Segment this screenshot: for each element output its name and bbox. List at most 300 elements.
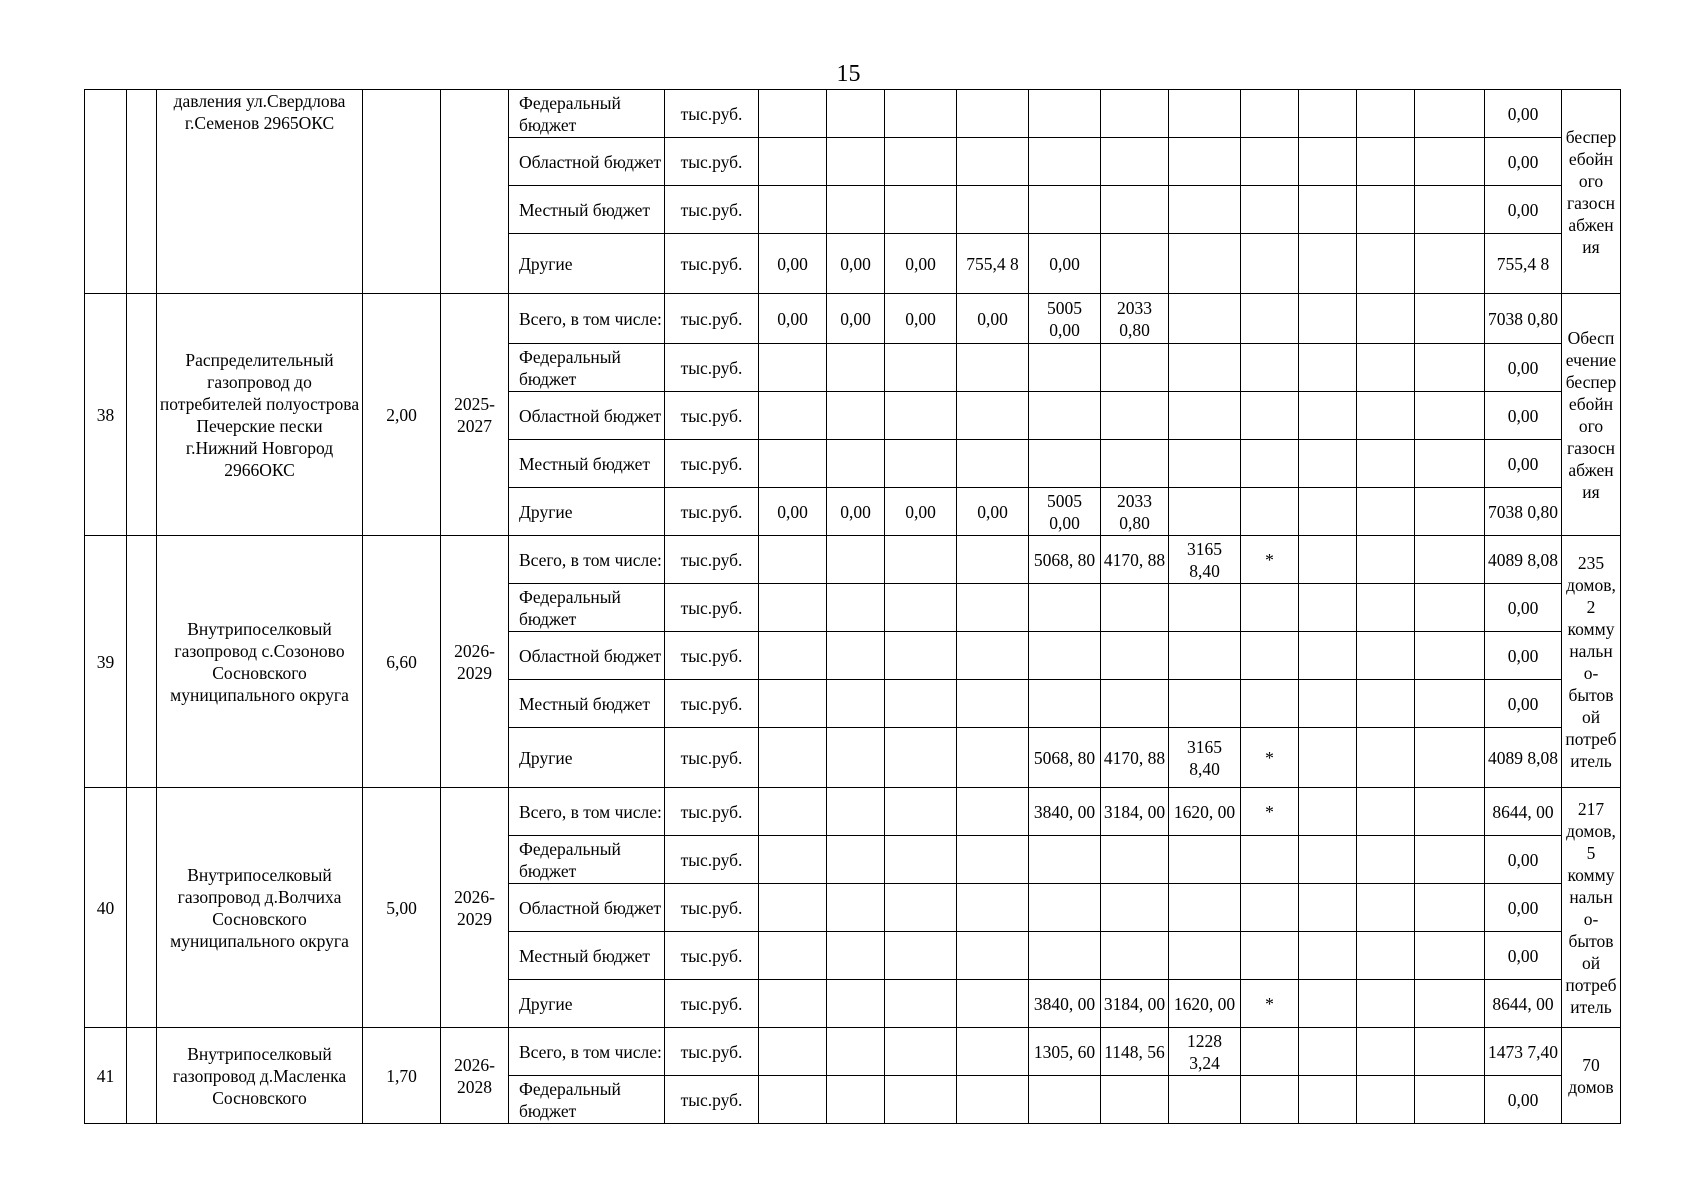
project-length bbox=[363, 90, 441, 294]
unit-cell: тыс.руб. bbox=[665, 294, 759, 344]
year-value-cell bbox=[827, 680, 885, 728]
table-row bbox=[85, 1028, 1621, 1076]
year-value-cell bbox=[1169, 344, 1241, 392]
year-value-cell bbox=[1241, 138, 1299, 186]
year-value-cell bbox=[1169, 488, 1241, 536]
year-value-cell bbox=[1241, 584, 1299, 632]
year-value-cell bbox=[957, 1076, 1029, 1124]
year-value-cell: 3165 8,40 bbox=[1169, 728, 1241, 788]
unit-cell: тыс.руб. bbox=[665, 234, 759, 294]
year-value-cell bbox=[759, 932, 827, 980]
year-value-cell bbox=[1299, 488, 1357, 536]
year-value-cell bbox=[957, 536, 1029, 584]
unit-cell: тыс.руб. bbox=[665, 90, 759, 138]
row-total-cell: 0,00 bbox=[1485, 440, 1562, 488]
year-value-cell bbox=[827, 186, 885, 234]
year-value-cell bbox=[827, 392, 885, 440]
year-value-cell bbox=[1357, 980, 1415, 1028]
funding-source: Федеральный бюджет bbox=[509, 1076, 665, 1124]
year-value-cell bbox=[1299, 536, 1357, 584]
year-value-cell bbox=[1169, 932, 1241, 980]
funding-source: Федеральный бюджет bbox=[509, 90, 665, 138]
year-value-cell bbox=[1241, 1028, 1299, 1076]
year-value-cell bbox=[957, 980, 1029, 1028]
unit-cell: тыс.руб. bbox=[665, 632, 759, 680]
year-value-cell bbox=[1241, 440, 1299, 488]
year-value-cell bbox=[885, 680, 957, 728]
year-value-cell bbox=[1101, 440, 1169, 488]
year-value-cell bbox=[827, 980, 885, 1028]
year-value-cell bbox=[827, 836, 885, 884]
table-row bbox=[85, 294, 1621, 344]
project-number: 41 bbox=[85, 1028, 127, 1124]
year-value-cell bbox=[827, 932, 885, 980]
year-value-cell: 0,00 bbox=[759, 234, 827, 294]
year-value-cell bbox=[827, 584, 885, 632]
year-value-cell bbox=[1357, 186, 1415, 234]
expected-result: 70 домов bbox=[1562, 1028, 1621, 1124]
year-value-cell bbox=[827, 632, 885, 680]
year-value-cell bbox=[957, 680, 1029, 728]
project-period: 2026- 2029 bbox=[441, 788, 509, 1028]
year-value-cell bbox=[1241, 884, 1299, 932]
year-value-cell bbox=[1101, 932, 1169, 980]
year-value-cell bbox=[1029, 138, 1101, 186]
unit-cell: тыс.руб. bbox=[665, 680, 759, 728]
year-value-cell bbox=[885, 584, 957, 632]
funding-source: Всего, в том числе: bbox=[509, 536, 665, 584]
unit-cell: тыс.руб. bbox=[665, 392, 759, 440]
year-value-cell bbox=[957, 584, 1029, 632]
year-value-cell: 0,00 bbox=[885, 234, 957, 294]
year-value-cell bbox=[1169, 884, 1241, 932]
unit-cell: тыс.руб. bbox=[665, 1028, 759, 1076]
unit-cell: тыс.руб. bbox=[665, 186, 759, 234]
project-number bbox=[85, 90, 127, 294]
unit-cell: тыс.руб. bbox=[665, 788, 759, 836]
year-value-cell: 5005 0,00 bbox=[1029, 294, 1101, 344]
year-value-cell bbox=[1169, 584, 1241, 632]
year-value-cell bbox=[759, 680, 827, 728]
year-value-cell: 0,00 bbox=[885, 294, 957, 344]
year-value-cell bbox=[827, 884, 885, 932]
year-value-cell bbox=[1101, 1076, 1169, 1124]
year-value-cell bbox=[1241, 294, 1299, 344]
table-row bbox=[85, 536, 1621, 584]
year-value-cell bbox=[827, 1028, 885, 1076]
row-total-cell: 0,00 bbox=[1485, 884, 1562, 932]
page-number: 15 bbox=[836, 61, 861, 87]
year-value-cell bbox=[1299, 632, 1357, 680]
row-total-cell: 4089 8,08 bbox=[1485, 536, 1562, 584]
year-value-cell: 3184, 00 bbox=[1101, 980, 1169, 1028]
year-value-cell: 0,00 bbox=[957, 294, 1029, 344]
year-value-cell bbox=[1357, 488, 1415, 536]
year-value-cell bbox=[957, 632, 1029, 680]
year-value-cell: 3840, 00 bbox=[1029, 980, 1101, 1028]
year-value-cell: 1228 3,24 bbox=[1169, 1028, 1241, 1076]
row-total-cell: 0,00 bbox=[1485, 392, 1562, 440]
year-value-cell bbox=[1241, 344, 1299, 392]
expected-result: 217 домов, 5 комму нальн о- бытов ой потреб итель bbox=[1562, 788, 1621, 1028]
year-value-cell: 3184, 00 bbox=[1101, 788, 1169, 836]
year-value-cell bbox=[759, 440, 827, 488]
empty-cell bbox=[127, 294, 157, 536]
row-total-cell: 0,00 bbox=[1485, 680, 1562, 728]
year-value-cell: 3840, 00 bbox=[1029, 788, 1101, 836]
year-value-cell bbox=[759, 536, 827, 584]
year-value-cell bbox=[1357, 1076, 1415, 1124]
year-value-cell bbox=[1241, 234, 1299, 294]
funding-source: Федеральный бюджет bbox=[509, 344, 665, 392]
year-value-cell bbox=[1029, 884, 1101, 932]
year-value-cell: 0,00 bbox=[957, 488, 1029, 536]
year-value-cell bbox=[1241, 488, 1299, 536]
year-value-cell bbox=[1357, 884, 1415, 932]
expected-result: 235 домов, 2 комму нальн о- бытов ой потреб итель bbox=[1562, 536, 1621, 788]
year-value-cell bbox=[1415, 536, 1485, 584]
unit-cell: тыс.руб. bbox=[665, 932, 759, 980]
year-value-cell: 1620, 00 bbox=[1169, 788, 1241, 836]
year-value-cell bbox=[1029, 392, 1101, 440]
year-value-cell bbox=[1169, 1076, 1241, 1124]
project-period: 2026- 2028 bbox=[441, 1028, 509, 1124]
project-period: 2026- 2029 bbox=[441, 536, 509, 788]
year-value-cell bbox=[885, 884, 957, 932]
year-value-cell bbox=[1415, 584, 1485, 632]
year-value-cell bbox=[759, 836, 827, 884]
year-value-cell bbox=[1029, 836, 1101, 884]
year-value-cell bbox=[1415, 932, 1485, 980]
row-total-cell: 0,00 bbox=[1485, 344, 1562, 392]
year-value-cell bbox=[885, 728, 957, 788]
project-name: Внутрипоселковый газопровод д.Масленка Сосновского bbox=[157, 1028, 363, 1124]
empty-cell bbox=[127, 90, 157, 294]
table-row bbox=[85, 90, 1621, 138]
year-value-cell: 1305, 60 bbox=[1029, 1028, 1101, 1076]
year-value-cell: 0,00 bbox=[1029, 234, 1101, 294]
row-total-cell: 0,00 bbox=[1485, 584, 1562, 632]
year-value-cell bbox=[1415, 788, 1485, 836]
row-total-cell: 0,00 bbox=[1485, 1076, 1562, 1124]
unit-cell: тыс.руб. bbox=[665, 488, 759, 536]
year-value-cell bbox=[759, 884, 827, 932]
unit-cell: тыс.руб. bbox=[665, 980, 759, 1028]
year-value-cell bbox=[1101, 344, 1169, 392]
year-value-cell bbox=[957, 728, 1029, 788]
unit-cell: тыс.руб. bbox=[665, 138, 759, 186]
year-value-cell bbox=[1241, 186, 1299, 234]
year-value-cell bbox=[759, 138, 827, 186]
year-value-cell bbox=[759, 90, 827, 138]
year-value-cell bbox=[1241, 932, 1299, 980]
funding-source: Другие bbox=[509, 488, 665, 536]
year-value-cell bbox=[1415, 392, 1485, 440]
year-value-cell bbox=[1169, 294, 1241, 344]
project-number: 39 bbox=[85, 536, 127, 788]
year-value-cell bbox=[759, 1076, 827, 1124]
year-value-cell bbox=[827, 90, 885, 138]
year-value-cell bbox=[1299, 1076, 1357, 1124]
year-value-cell bbox=[1357, 836, 1415, 884]
year-value-cell bbox=[1101, 680, 1169, 728]
year-value-cell bbox=[1357, 392, 1415, 440]
year-value-cell bbox=[1029, 440, 1101, 488]
year-value-cell bbox=[1029, 90, 1101, 138]
funding-source: Областной бюджет bbox=[509, 392, 665, 440]
year-value-cell bbox=[885, 90, 957, 138]
year-value-cell bbox=[1415, 884, 1485, 932]
project-length: 2,00 bbox=[363, 294, 441, 536]
year-value-cell bbox=[1101, 632, 1169, 680]
row-total-cell: 0,00 bbox=[1485, 90, 1562, 138]
year-value-cell bbox=[1357, 536, 1415, 584]
expected-result: беспер ебойн ого газосн абжен ия bbox=[1562, 90, 1621, 294]
funding-source: Другие bbox=[509, 980, 665, 1028]
year-value-cell bbox=[1357, 138, 1415, 186]
row-total-cell: 7038 0,80 bbox=[1485, 294, 1562, 344]
year-value-cell bbox=[759, 186, 827, 234]
year-value-cell bbox=[827, 138, 885, 186]
row-total-cell: 0,00 bbox=[1485, 186, 1562, 234]
year-value-cell bbox=[827, 536, 885, 584]
year-value-cell: * bbox=[1241, 728, 1299, 788]
year-value-cell bbox=[1029, 680, 1101, 728]
year-value-cell bbox=[1357, 632, 1415, 680]
year-value-cell bbox=[1101, 90, 1169, 138]
empty-cell bbox=[127, 1028, 157, 1124]
year-value-cell bbox=[1415, 294, 1485, 344]
year-value-cell bbox=[957, 1028, 1029, 1076]
year-value-cell bbox=[1241, 90, 1299, 138]
year-value-cell bbox=[1299, 440, 1357, 488]
year-value-cell bbox=[885, 186, 957, 234]
year-value-cell bbox=[1357, 788, 1415, 836]
expected-result: Обесп ечение беспер ебойн ого газосн абжен ия bbox=[1562, 294, 1621, 536]
year-value-cell bbox=[1169, 138, 1241, 186]
year-value-cell bbox=[885, 932, 957, 980]
year-value-cell bbox=[1029, 584, 1101, 632]
year-value-cell bbox=[957, 440, 1029, 488]
year-value-cell bbox=[827, 440, 885, 488]
year-value-cell bbox=[1169, 836, 1241, 884]
year-value-cell bbox=[1169, 234, 1241, 294]
funding-source: Областной бюджет bbox=[509, 632, 665, 680]
year-value-cell bbox=[885, 980, 957, 1028]
project-name: давления ул.Свердлова г.Семенов 2965ОКС bbox=[157, 90, 363, 294]
project-length: 5,00 bbox=[363, 788, 441, 1028]
year-value-cell bbox=[1415, 632, 1485, 680]
year-value-cell: 1620, 00 bbox=[1169, 980, 1241, 1028]
year-value-cell bbox=[759, 728, 827, 788]
row-total-cell: 8644, 00 bbox=[1485, 980, 1562, 1028]
year-value-cell bbox=[1241, 680, 1299, 728]
year-value-cell: 0,00 bbox=[885, 488, 957, 536]
year-value-cell bbox=[1299, 584, 1357, 632]
year-value-cell bbox=[1357, 680, 1415, 728]
year-value-cell bbox=[1357, 1028, 1415, 1076]
year-value-cell: 5005 0,00 bbox=[1029, 488, 1101, 536]
year-value-cell bbox=[1169, 680, 1241, 728]
year-value-cell bbox=[1357, 932, 1415, 980]
year-value-cell bbox=[957, 788, 1029, 836]
year-value-cell bbox=[1299, 728, 1357, 788]
year-value-cell bbox=[1357, 294, 1415, 344]
year-value-cell bbox=[1415, 234, 1485, 294]
year-value-cell bbox=[1299, 836, 1357, 884]
year-value-cell bbox=[1415, 836, 1485, 884]
year-value-cell bbox=[1299, 1028, 1357, 1076]
year-value-cell bbox=[1169, 392, 1241, 440]
funding-source: Всего, в том числе: bbox=[509, 294, 665, 344]
year-value-cell bbox=[1299, 344, 1357, 392]
year-value-cell: 0,00 bbox=[827, 488, 885, 536]
year-value-cell bbox=[1241, 392, 1299, 440]
year-value-cell: * bbox=[1241, 980, 1299, 1028]
year-value-cell bbox=[827, 728, 885, 788]
row-total-cell: 4089 8,08 bbox=[1485, 728, 1562, 788]
table-row bbox=[85, 788, 1621, 836]
year-value-cell bbox=[1415, 980, 1485, 1028]
year-value-cell bbox=[1029, 1076, 1101, 1124]
funding-source: Другие bbox=[509, 234, 665, 294]
year-value-cell bbox=[1101, 392, 1169, 440]
year-value-cell bbox=[827, 344, 885, 392]
unit-cell: тыс.руб. bbox=[665, 584, 759, 632]
year-value-cell bbox=[1241, 836, 1299, 884]
year-value-cell bbox=[1357, 728, 1415, 788]
project-name: Внутрипоселковый газопровод с.Созоново Сосновского муниципального округа bbox=[157, 536, 363, 788]
year-value-cell bbox=[1299, 980, 1357, 1028]
project-name: Распределительный газопровод до потребителей полуострова Печерские пески г.Нижний Новгород 2966ОКС bbox=[157, 294, 363, 536]
empty-cell bbox=[127, 536, 157, 788]
year-value-cell bbox=[957, 836, 1029, 884]
row-total-cell: 0,00 bbox=[1485, 932, 1562, 980]
unit-cell: тыс.руб. bbox=[665, 836, 759, 884]
year-value-cell: 5068, 80 bbox=[1029, 536, 1101, 584]
year-value-cell bbox=[957, 344, 1029, 392]
year-value-cell: 2033 0,80 bbox=[1101, 488, 1169, 536]
row-total-cell: 0,00 bbox=[1485, 632, 1562, 680]
year-value-cell bbox=[957, 186, 1029, 234]
year-value-cell: 1148, 56 bbox=[1101, 1028, 1169, 1076]
year-value-cell bbox=[1357, 440, 1415, 488]
year-value-cell bbox=[759, 632, 827, 680]
year-value-cell bbox=[759, 980, 827, 1028]
year-value-cell bbox=[957, 884, 1029, 932]
year-value-cell bbox=[1415, 186, 1485, 234]
year-value-cell: 0,00 bbox=[827, 234, 885, 294]
year-value-cell bbox=[1299, 90, 1357, 138]
unit-cell: тыс.руб. bbox=[665, 884, 759, 932]
year-value-cell bbox=[1415, 488, 1485, 536]
year-value-cell bbox=[759, 788, 827, 836]
year-value-cell bbox=[885, 536, 957, 584]
unit-cell: тыс.руб. bbox=[665, 1076, 759, 1124]
year-value-cell bbox=[759, 584, 827, 632]
year-value-cell: 4170, 88 bbox=[1101, 728, 1169, 788]
project-period: 2025- 2027 bbox=[441, 294, 509, 536]
funding-source: Местный бюджет bbox=[509, 440, 665, 488]
funding-source: Местный бюджет bbox=[509, 186, 665, 234]
year-value-cell: 2033 0,80 bbox=[1101, 294, 1169, 344]
year-value-cell bbox=[1299, 884, 1357, 932]
year-value-cell bbox=[1101, 884, 1169, 932]
year-value-cell bbox=[957, 138, 1029, 186]
year-value-cell bbox=[1101, 584, 1169, 632]
funding-source: Всего, в том числе: bbox=[509, 1028, 665, 1076]
year-value-cell: 0,00 bbox=[827, 294, 885, 344]
year-value-cell bbox=[1299, 680, 1357, 728]
year-value-cell bbox=[759, 392, 827, 440]
year-value-cell: 755,4 8 bbox=[957, 234, 1029, 294]
funding-source: Федеральный бюджет bbox=[509, 584, 665, 632]
funding-source: Областной бюджет bbox=[509, 138, 665, 186]
year-value-cell bbox=[1415, 138, 1485, 186]
year-value-cell: 0,00 bbox=[759, 488, 827, 536]
year-value-cell bbox=[885, 1076, 957, 1124]
project-length: 1,70 bbox=[363, 1028, 441, 1124]
unit-cell: тыс.руб. bbox=[665, 728, 759, 788]
year-value-cell bbox=[1299, 138, 1357, 186]
funding-source: Всего, в том числе: bbox=[509, 788, 665, 836]
year-value-cell bbox=[885, 788, 957, 836]
year-value-cell bbox=[1357, 344, 1415, 392]
year-value-cell bbox=[1299, 392, 1357, 440]
year-value-cell bbox=[885, 138, 957, 186]
year-value-cell bbox=[885, 392, 957, 440]
year-value-cell bbox=[1029, 932, 1101, 980]
funding-source: Областной бюджет bbox=[509, 884, 665, 932]
year-value-cell bbox=[1101, 836, 1169, 884]
year-value-cell bbox=[1299, 234, 1357, 294]
year-value-cell bbox=[827, 788, 885, 836]
year-value-cell bbox=[1029, 186, 1101, 234]
year-value-cell bbox=[1415, 680, 1485, 728]
funding-source: Федеральный бюджет bbox=[509, 836, 665, 884]
unit-cell: тыс.руб. bbox=[665, 440, 759, 488]
project-period bbox=[441, 90, 509, 294]
year-value-cell bbox=[1029, 632, 1101, 680]
year-value-cell bbox=[1101, 186, 1169, 234]
year-value-cell bbox=[957, 932, 1029, 980]
empty-cell bbox=[127, 788, 157, 1028]
year-value-cell bbox=[885, 1028, 957, 1076]
year-value-cell bbox=[1169, 632, 1241, 680]
year-value-cell bbox=[1415, 1028, 1485, 1076]
project-number: 38 bbox=[85, 294, 127, 536]
investment-table bbox=[84, 89, 1621, 1124]
funding-source: Местный бюджет bbox=[509, 932, 665, 980]
year-value-cell bbox=[759, 344, 827, 392]
year-value-cell bbox=[1415, 440, 1485, 488]
year-value-cell bbox=[885, 836, 957, 884]
year-value-cell bbox=[1029, 344, 1101, 392]
row-total-cell: 1473 7,40 bbox=[1485, 1028, 1562, 1076]
year-value-cell bbox=[759, 1028, 827, 1076]
project-number: 40 bbox=[85, 788, 127, 1028]
year-value-cell bbox=[1357, 90, 1415, 138]
year-value-cell bbox=[1101, 138, 1169, 186]
year-value-cell bbox=[1415, 344, 1485, 392]
funding-source: Другие bbox=[509, 728, 665, 788]
year-value-cell bbox=[1357, 234, 1415, 294]
year-value-cell: * bbox=[1241, 536, 1299, 584]
year-value-cell bbox=[1299, 932, 1357, 980]
year-value-cell bbox=[957, 392, 1029, 440]
year-value-cell bbox=[1241, 1076, 1299, 1124]
year-value-cell: * bbox=[1241, 788, 1299, 836]
